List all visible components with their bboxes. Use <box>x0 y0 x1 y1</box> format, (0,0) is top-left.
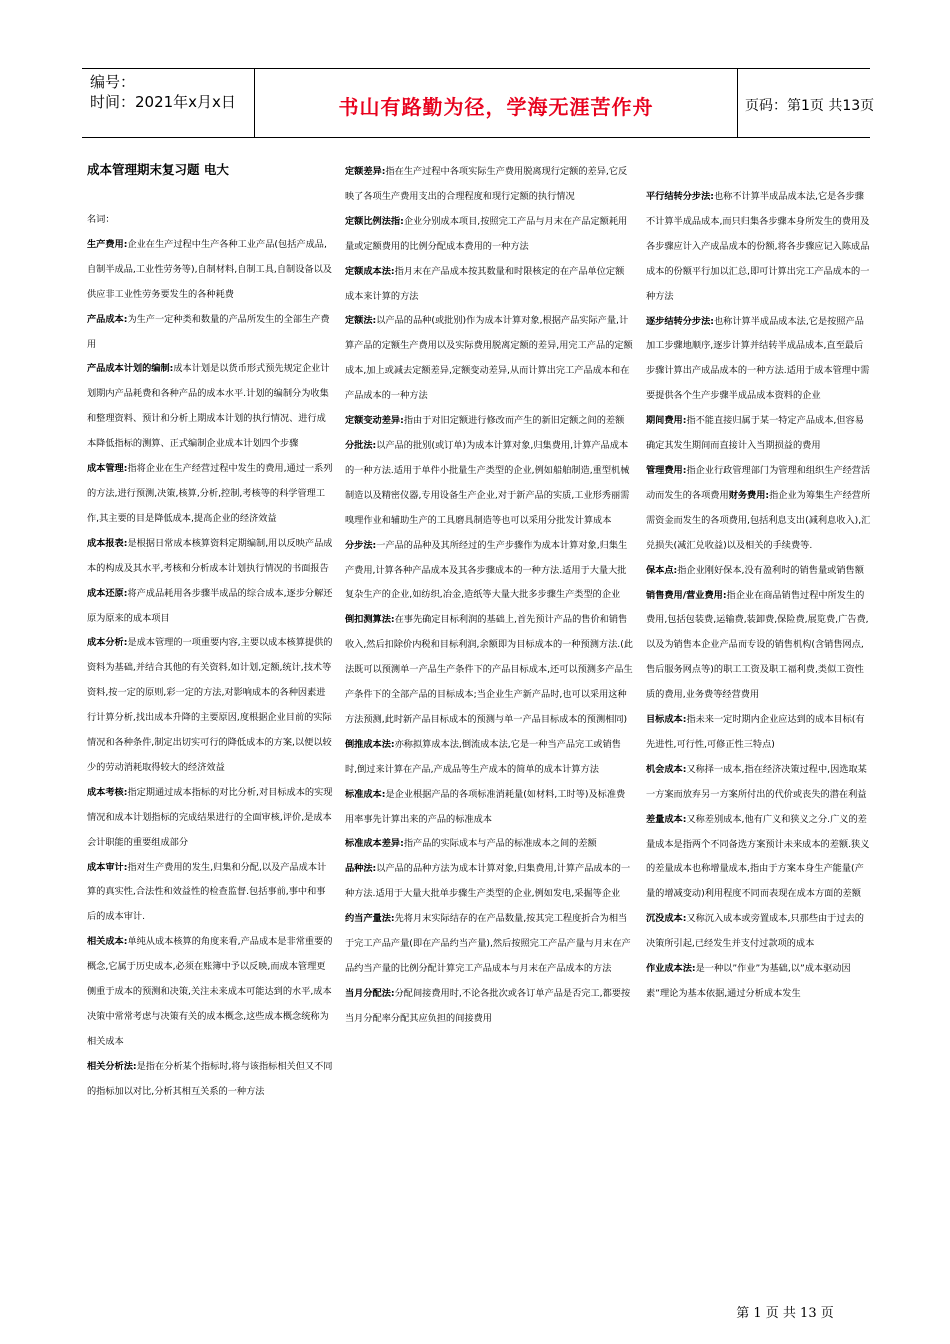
page-footer <box>0 1302 950 1321</box>
header-info-cell <box>82 69 254 137</box>
glossary-term: 成本考核: <box>87 786 128 798</box>
glossary-entry <box>87 930 333 1055</box>
glossary-term: 机会成本: <box>646 763 687 775</box>
glossary-definition: 以产品的品种方法为成本计算对象,归集费用,计算产品成本的一种方法.适用于大量大批单步骤生产类型的企业,例如发电,采掘等企业 <box>345 863 631 900</box>
glossary-definition: 指企业为筹集生产经营所需资金而发生的各项费用,包括利息支出(减利息收入),汇兑损失(减汇兑收益)以及相关的手续费等. <box>646 489 871 551</box>
glossary-definition: 企业在生产过程中生产各种工业产品(包括产成品,自制半成品,工业性劳务等),自制材料,自制工具,自制设备以及供应非工业性劳务要发生的各种耗费 <box>87 238 332 300</box>
glossary-term: 逐步结转分步法: <box>646 315 714 327</box>
glossary-definition: 指企业刚好保本,没有盈利时的销售量或销售额 <box>677 564 864 576</box>
glossary-definition: 以产品的批别(或订单)为成本计算对象,归集费用,计算产品成本的一种方法.适用于单件小批量生产类型的企业,例如船舶制造,重型机械制造以及精密仪器,专用设备生产企业,对于新产品的实质,工业形秀丽需嗅理作业和辅助生产的工具磨具制造等也可以采用分批发计算成本 <box>345 439 630 526</box>
motto: 书山有路勤为径，学海无涯苦作舟 <box>338 95 654 119</box>
page-header <box>82 68 875 138</box>
glossary-term: 期间费用: <box>646 415 687 427</box>
glossary-entry <box>646 459 871 559</box>
glossary-entry <box>646 708 871 758</box>
page-code: 页码：第1页 共13页 <box>745 98 875 114</box>
glossary-entry <box>345 534 633 609</box>
glossary-entry <box>87 532 333 582</box>
glossary-term: 目标成本: <box>646 714 687 726</box>
glossary-term: 作业成本法: <box>646 963 696 975</box>
glossary-entry <box>345 907 633 982</box>
glossary-term: 分批法: <box>345 439 377 451</box>
glossary-definition: 又称沉入成本或旁置成本,只那些由于过去的决策所引起,已经发生并支付过款项的成本 <box>646 913 864 950</box>
glossary-entry <box>345 608 633 733</box>
glossary-definition: 为生产一定种类和数量的产品所发生的全部生产费用 <box>87 313 330 350</box>
text-column-3 <box>646 185 871 1007</box>
glossary-entry <box>646 758 871 808</box>
glossary-entry <box>345 309 633 409</box>
glossary-entry <box>87 208 333 233</box>
glossary-term: 平行结转分步法: <box>646 191 714 202</box>
glossary-term: 财务费用: <box>728 489 770 501</box>
glossary-definition: 是企业根据产品的各项标准消耗量(如材料,工时等)及标准费用率事先计算出来的产品的标准成本 <box>345 788 626 825</box>
glossary-entry <box>345 260 633 310</box>
header-motto-cell <box>254 69 738 137</box>
glossary-entry <box>646 310 871 410</box>
text-column-2 <box>345 160 633 1032</box>
glossary-term: 成本报表: <box>87 537 128 549</box>
glossary-term: 定额法: <box>345 315 377 327</box>
glossary-term: 相关成本: <box>87 936 128 948</box>
glossary-entry <box>646 559 871 584</box>
glossary-definition: 成本计划是以货币形式预先规定企业计划期内产品耗费和各种产品的成本水平.计划的编制分为收集和整理资料、预计和分析上期成本计划的执行情况、进行成本降低指标的测算、正式编制企业成本计划四个步骤 <box>87 363 330 450</box>
glossary-entry <box>646 185 871 310</box>
glossary-definition: 指将企业在生产经营过程中发生的费用,通过一系列的方法,进行预测,决策,核算,分析,控制,考核等的科学管理工作,其主要的目是降低成本,提高企业的经济效益 <box>87 463 333 524</box>
header-page-cell <box>737 69 875 137</box>
glossary-entry <box>345 434 633 534</box>
glossary-definition: 也称计算半成品成本法,它是按照产品加工步骤地顺序,逐步计算并结转半成品成本,直至最后步骤计算出产成品成本的一种方法.适用于成本管理中需要提供各个生产步骤半成品成本资料的企业 <box>646 315 870 402</box>
glossary-definition: 也称不计算半成品成本法,它是各步骤不计算半成品成本,而只归集各步骤本身所发生的费用及各步骤应计入产成品成本的份额,将各步骤应记入陈成品成本的份额平行加以汇总,即可计算出完工产品成本的一种方法 <box>646 191 870 302</box>
glossary-definition: 是成本管理的一项重要内容,主要以成本核算提供的资料为基础,并结合其他的有关资料,如计划,定额,统计,技术等资料,按一定的原则,彩一定的方法,对影响成本的各种因素进行计算分析,找出成本升降的主要原因,度根据企业目前的实际情况和各种条件,制定出切实可行的降低成本的方案,以便以较少的劳动消耗取得较大的经济效益 <box>87 637 333 773</box>
document-time: 时间：2021年x月x日 <box>90 93 236 111</box>
glossary-term: 成本管理: <box>87 463 128 475</box>
glossary-definition: 是指在分析某个指标时,将与该指标相关但又不同的指标加以对比,分析其相互关系的一种方法 <box>87 1060 333 1097</box>
glossary-term: 销售费用/营业费用: <box>646 589 727 601</box>
glossary-entry <box>345 857 633 907</box>
glossary-entry <box>345 160 633 210</box>
glossary-entry <box>345 210 633 260</box>
glossary-term: 生产费用: <box>87 238 128 250</box>
glossary-term: 定额差异: <box>345 166 386 177</box>
glossary-definition: 指未来一定时期内企业应达到的成本目标(有先进性,可行性,可修正性三特点) <box>646 714 865 750</box>
glossary-entry <box>87 457 333 532</box>
glossary-term: 定额成本法: <box>345 265 395 277</box>
glossary-term: 定额变动差异: <box>345 415 404 427</box>
document-number: 编号： <box>90 73 136 91</box>
glossary-entry <box>345 832 633 857</box>
glossary-definition: 以产品的品种(或批别)作为成本计算对象,根据产品实际产量,计算产品的定额生产费用以及实际费用脱离定额的差异,用完工产品的定额成本,加上或减去定额差异,定额变动差异,从而计算出完工产品成本和在产品成本的一种方法 <box>345 315 633 402</box>
glossary-entry <box>646 907 871 957</box>
glossary-term: 分步法: <box>345 539 377 551</box>
glossary-term: 成本还原: <box>87 587 128 599</box>
glossary-entry <box>345 733 633 783</box>
glossary-entry <box>646 409 871 459</box>
glossary-term: 倒扣测算法: <box>345 614 395 626</box>
glossary-definition: 是根据日常成本核算资料定期编制,用以反映产品成本的构成及其水平,考核和分析成本计划执行情况的书面报告 <box>87 537 333 574</box>
glossary-definition: 指由于对旧定额进行修改而产生的新旧定额之间的差额 <box>403 415 625 427</box>
glossary-term: 差量成本: <box>646 813 687 825</box>
glossary-definition: 指产品的实际成本与产品的标准成本之间的差额 <box>403 838 597 850</box>
glossary-term: 产品成本计划的编制: <box>87 363 174 375</box>
glossary-entry <box>87 582 333 632</box>
glossary-definition: 将产成品耗用各步骤半成品的综合成本,逐步分解还原为原来的成本项目 <box>87 587 333 624</box>
glossary-definition: 先将月末实际结存的在产品数量,按其完工程度折合为相当于完工产品产量(即在产品约当产量),然后按照完工产品产量与月末在产品约当产量的比例分配计算完工产品成本与月末在产品成本的方法 <box>345 913 631 974</box>
glossary-definition: 又称差别成本,他有广义和狭义之分.广义的差量成本是指两个不同备选方案预计未来成本的差额.狭义的差量成本也称增量成本,指由于方案本身生产能量(产量的增减变动)利用程度不同而表现在成本方面的差额 <box>646 813 870 900</box>
glossary-definition: 名词： <box>87 214 115 225</box>
glossary-term: 定额比例法指: <box>345 215 404 227</box>
glossary-entry <box>87 233 333 308</box>
glossary-term: 产品成本: <box>87 313 128 325</box>
document-title: 成本管理期末复习题 电大 <box>87 162 229 177</box>
text-column-1 <box>87 160 333 1105</box>
glossary-entry <box>87 357 333 457</box>
glossary-term: 品种法: <box>345 863 377 875</box>
glossary-entry <box>345 982 633 1032</box>
glossary-definition: 指月末在产品成本按其数量和时限核定的在产品单位定额成本来计算的方法 <box>345 265 625 302</box>
glossary-entry <box>646 957 871 1007</box>
glossary-definition: 企业分别成本项目,按照完工产品与月末在产品定额耗用量或定额费用的比例分配成本费用的一种方法 <box>345 215 628 252</box>
glossary-definition: 指企业行政管理部门为管理和组织生产经营活动而发生的各项费用 <box>646 464 871 501</box>
glossary-entry <box>87 1055 333 1105</box>
glossary-definition: 分配间接费用时,不论各批次或各订单产品是否完工,都要按当月分配率分配其应负担的间接费用 <box>345 987 631 1024</box>
glossary-term: 相关分析法: <box>87 1060 137 1072</box>
glossary-definition: 单纯从成本核算的角度来看,产品成本是非常重要的概念,它属于历史成本,必须在账簿中予以反映,而成本管理更侧重于成本的预测和决策,关注未来成本可能达到的水平,成本决策中常常考虑与决策有关的成本概念,这些成本概念统称为相关成本 <box>87 936 333 1047</box>
glossary-term: 成本分析: <box>87 637 128 649</box>
glossary-term: 管理费用: <box>646 464 687 476</box>
glossary-term: 标准成本: <box>345 788 386 800</box>
glossary-entry <box>87 631 333 780</box>
glossary-definition: 指在生产过程中各项实际生产费用脱离现行定额的差异,它反映了各项生产费用支出的合理程度和现行定额的执行情况 <box>345 166 628 202</box>
glossary-term: 倒推成本法: <box>345 738 395 750</box>
glossary-definition: 指对生产费用的发生,归集和分配,以及产品成本计算的真实性,合法性和效益性的检查监督.包括事前,事中和事后的成本审计. <box>87 861 327 923</box>
glossary-term: 成本审计: <box>87 861 128 873</box>
glossary-entry <box>646 808 871 908</box>
glossary-entry <box>646 584 871 709</box>
glossary-definition: 在事先确定目标利润的基础上,首先预计产品的售价和销售收入,然后扣除价内税和目标利润,余额即为目标成本的一种预测方法.(此法既可以预测单一产品生产条件下的产品目标成本,还可以预测多产品生产条件下的全部产品的目标成本;当企业生产新产品时,也可以采用这种方法预测,此时新产品目标成本的预测与单一产品目标成本的预测相同) <box>345 614 633 725</box>
glossary-definition: 指不能直接归属于某一特定产品成本,但容易确定其发生期间而直接计入当期损益的费用 <box>646 415 864 452</box>
glossary-entry <box>87 308 333 358</box>
glossary-term: 保本点: <box>646 564 678 576</box>
glossary-entry <box>87 856 333 931</box>
footer-page-number: 第 1 页 共 13 页 <box>736 1306 834 1321</box>
glossary-definition: 亦称拟算成本法,倒流成本法,它是一种当产品完工或销售时,倒过来计算在产品,产成品等生产成本的简单的成本计算方法 <box>345 738 621 775</box>
glossary-term: 约当产量法: <box>345 913 395 925</box>
glossary-definition: 又称择一成本,指在经济决策过程中,因选取某一方案而放弃另一方案所付出的代价或丧失的潜在利益 <box>646 763 867 800</box>
glossary-term: 沉没成本: <box>646 913 687 925</box>
glossary-definition: 指定期通过成本指标的对比分析,对目标成本的实现情况和成本计划指标的完成结果进行的全面审核,评价,是成本会计职能的重要组成部分 <box>87 786 333 848</box>
glossary-term: 标准成本差异: <box>345 838 404 850</box>
glossary-definition: 一产品的品种及其所经过的生产步骤作为成本计算对象,归集生产费用,计算各种产品成本及其各步骤成本的一种方法.适用于大量大批复杂生产的企业,如纺织,冶金,造纸等大量大批多步骤生产类型的企业 <box>345 539 628 601</box>
glossary-definition: 是一种以”作业”为基础,以”成本驱动因素”理论为基本依据,通过分析成本发生 <box>646 963 851 999</box>
glossary-entry <box>345 409 633 434</box>
glossary-definition: 指企业在商品销售过程中所发生的费用,包括包装费,运输费,装卸费,保险费,展览费,广告费,以及为销售本企业产品而专设的销售机构(含销售网点,售后服务网点等)的职工工资及职工福利费,类似工资性质的费用,业务费等经营费用 <box>646 589 869 701</box>
glossary-entry <box>345 783 633 833</box>
glossary-entry <box>87 781 333 856</box>
glossary-term: 当月分配法: <box>345 987 395 999</box>
